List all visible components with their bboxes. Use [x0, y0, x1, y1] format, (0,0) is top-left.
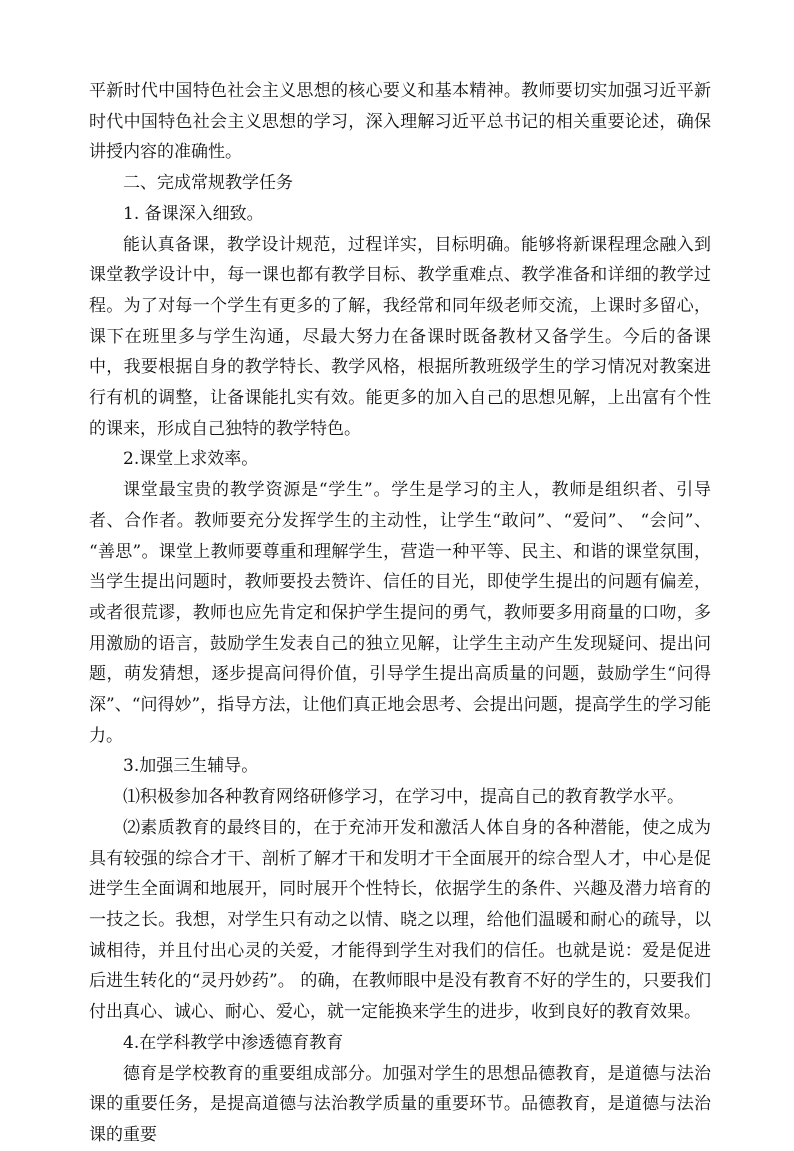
paragraph-classroom-efficiency: 课堂最宝贵的教学资源是“学生”。学生是学习的主人，教师是组织者、引导者、合作者。教师要充分发挥学生的主动性，让学生“敢问”、“爱问”、 “会问”、 “善思”。课堂上教师要尊重和理解学生，营造一种平等、民主、和谐的课堂氛围，当学生提出问题时，教师要投去赞许、信任的目光，即使学生提出的问题有偏差，或者很荒谬，教师也应先肯定和保护学生提问的勇气，教师要多用商量的口吻，多用激励的语言，鼓励学生发表自己的独立见解，让学生主动产生发现疑问、提出问题，萌发猜想，逐步提高问得价值，引导学生提出高质量的问题，鼓励学生“问得深”、“问得妙”，指导方法，让他们真正地会思考、会提出问题，提高学生的学习能力。	[89, 480, 711, 746]
subheading-moral-education: 4.在学科教学中渗透德育教育	[123, 1032, 344, 1053]
section-heading-2: 二、完成常规教学任务	[123, 173, 293, 194]
list-item-2: ⑵素质教育的最终目的，在于充沛开发和激活人体自身的各种潜能，使之成为具有较强的综合才干、剖析了解才干和发明才干全面展开的综合型人才，中心是促进学生全面调和地展开，同时展开个性特长，依据学生的条件、兴趣及潜力培育的一技之长。我想，对学生只有动之以情、晓之以理，给他们温暖和耐心的疏导，以诚相待，并且付出心灵的关爱，才能得到学生对我们的信任。也就是说：爱是促进后进生转化的“灵丹妙药”。 的确，在教师眼中是没有教育不好的学生的，只要我们付出真心、诚心、耐心、爱心，就一定能换来学生的进步，收到良好的教育效果。	[89, 817, 711, 1023]
list-item-1: ⑴积极参加各种教育网络研修学习，在学习中，提高自己的教育教学水平。	[123, 787, 684, 808]
paragraph-lesson-prep: 能认真备课，教学设计规范，过程详实，目标明确。能够将新课程理念融入到课堂教学设计中，每一课也都有教学目标、教学重难点、教学准备和详细的教学过程。为了对每一个学生有更多的了解，我经常和同年级老师交流，上课时多留心，课下在班里多与学生沟通，尽最大努力在备课时既备教材又备学生。今后的备课中，我要根据自身的教学特长、教学风格，根据所教班级学生的学习情况对教案进行有机的调整，让备课能扎实有效。能更多的加入自己的思想见解，上出富有个性的课来，形成自己独特的教学特色。	[89, 234, 711, 439]
subheading-classroom-efficiency: 2.课堂上求效率。	[123, 449, 259, 470]
paragraph-intro-continuation: 平新时代中国特色社会主义思想的核心要义和基本精神。教师要切实加强习近平新时代中国特色社会主义思想的学习，深入理解习近平总书记的相关重要论述，确保讲授内容的准确性。	[89, 81, 711, 163]
paragraph-moral-education: 德育是学校教育的重要组成部分。加强对学生的思想品德教育，是道德与法治课的重要任务，是提高道德与法治教学质量的重要环节。品德教育，是道德与法治课的重要	[89, 1063, 711, 1145]
document-body	[89, 76, 711, 1151]
subheading-student-tutoring: 3.加强三生辅导。	[123, 756, 259, 777]
subheading-lesson-prep: 1. 备课深入细致。	[123, 203, 264, 224]
